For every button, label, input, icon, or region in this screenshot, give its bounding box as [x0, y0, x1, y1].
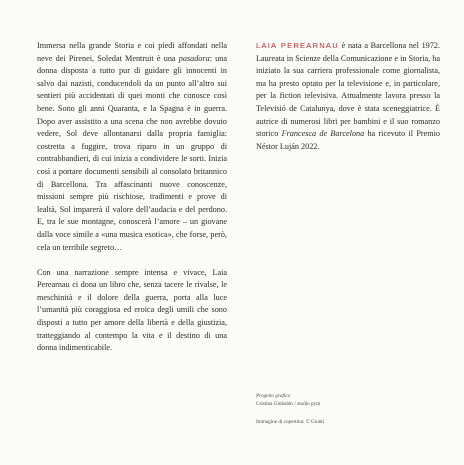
- synopsis-p1-part-b: : una donna disposta a tutto pur di guidare gli innocenti in salvo dai nazisti, conducendoli da un punto all’altro sui sentieri più accidentati di quei monti che conosce così bene. Sono gli anni Quaranta, e la Spagna è in guerra. Dopo aver assistito a una scena che non avrebbe dovuto vedere, Sol deve allontanarsi dalla propria famiglia: costretta a fuggire, trova riparo in un gruppo di contrabbandieri, di cui inizia a condividere le sorti. Inizia così a portare documenti sensibili al consolato britannico di Barcellona. Tra affascinanti nuove conoscenze, missioni sempre più rischiose, tradimenti e prove di lealtà, Sol imparerà il valore dell’audacia e del perdono. E, tra le sue montagne, conoscerà l’amore – un giovane dalla voce simile a «una musica esotica», che forse, però, cela un terribile segreto…: [37, 53, 227, 252]
- synopsis-paragraph-1: [37, 40, 227, 254]
- synopsis-p1-part-a: Immersa nella grande Storia e coi piedi affondati nella neve dei Pirenei, Soledat Mentruit è una: [37, 41, 227, 63]
- author-bio-column: [256, 40, 440, 153]
- credits-block: [256, 392, 440, 426]
- synopsis-paragraph-2: Con una narrazione sempre intensa e vivace, Laia Perearnau ci dona un libro che, senza tacere le rivalse, le meschinità e il dolore della guerra, porta alla luce l’umanità più coraggiosa ed eroica degli umili che sono disposti a tutto per amore della libertà e della giustizia, tratteggiando al contempo la vita e il destino di una donna indimenticabile.: [37, 267, 227, 353]
- author-bio-paragraph: [256, 40, 440, 153]
- design-credit-label: [256, 392, 440, 400]
- synopsis-p1-italic: pasadora: [178, 53, 210, 63]
- author-name: LAIA PEREARNAU: [256, 41, 339, 50]
- synopsis-column: [37, 40, 227, 355]
- cover-image-credit: Immagine di copertina: © Giunti: [256, 419, 325, 425]
- author-bio-part-a: è nata a Barcellona nel 1972. Laureata in Scienze della Comunicazione e in Storia, ha iniziato la sua carriera professionale come giornalista, ma ha presto optato per la televisione e, in particolare, per la fiction televisiva. Attualmente lavora presso la Televisió de Catalunya, dove è stata sceneggiatrice. È autrice di numerosi libri per bambini e il suo romanzo storico: [256, 41, 440, 139]
- design-credit-value: Cristina Giubaldo / studio pym: [256, 401, 321, 407]
- author-bio-part-b: ha ricevuto il Premio Néstor Luján 2022.: [256, 129, 440, 151]
- author-book-title: Francesca de Barcelona: [281, 129, 365, 139]
- design-credit-label-text: Progetto grafico: [256, 393, 291, 399]
